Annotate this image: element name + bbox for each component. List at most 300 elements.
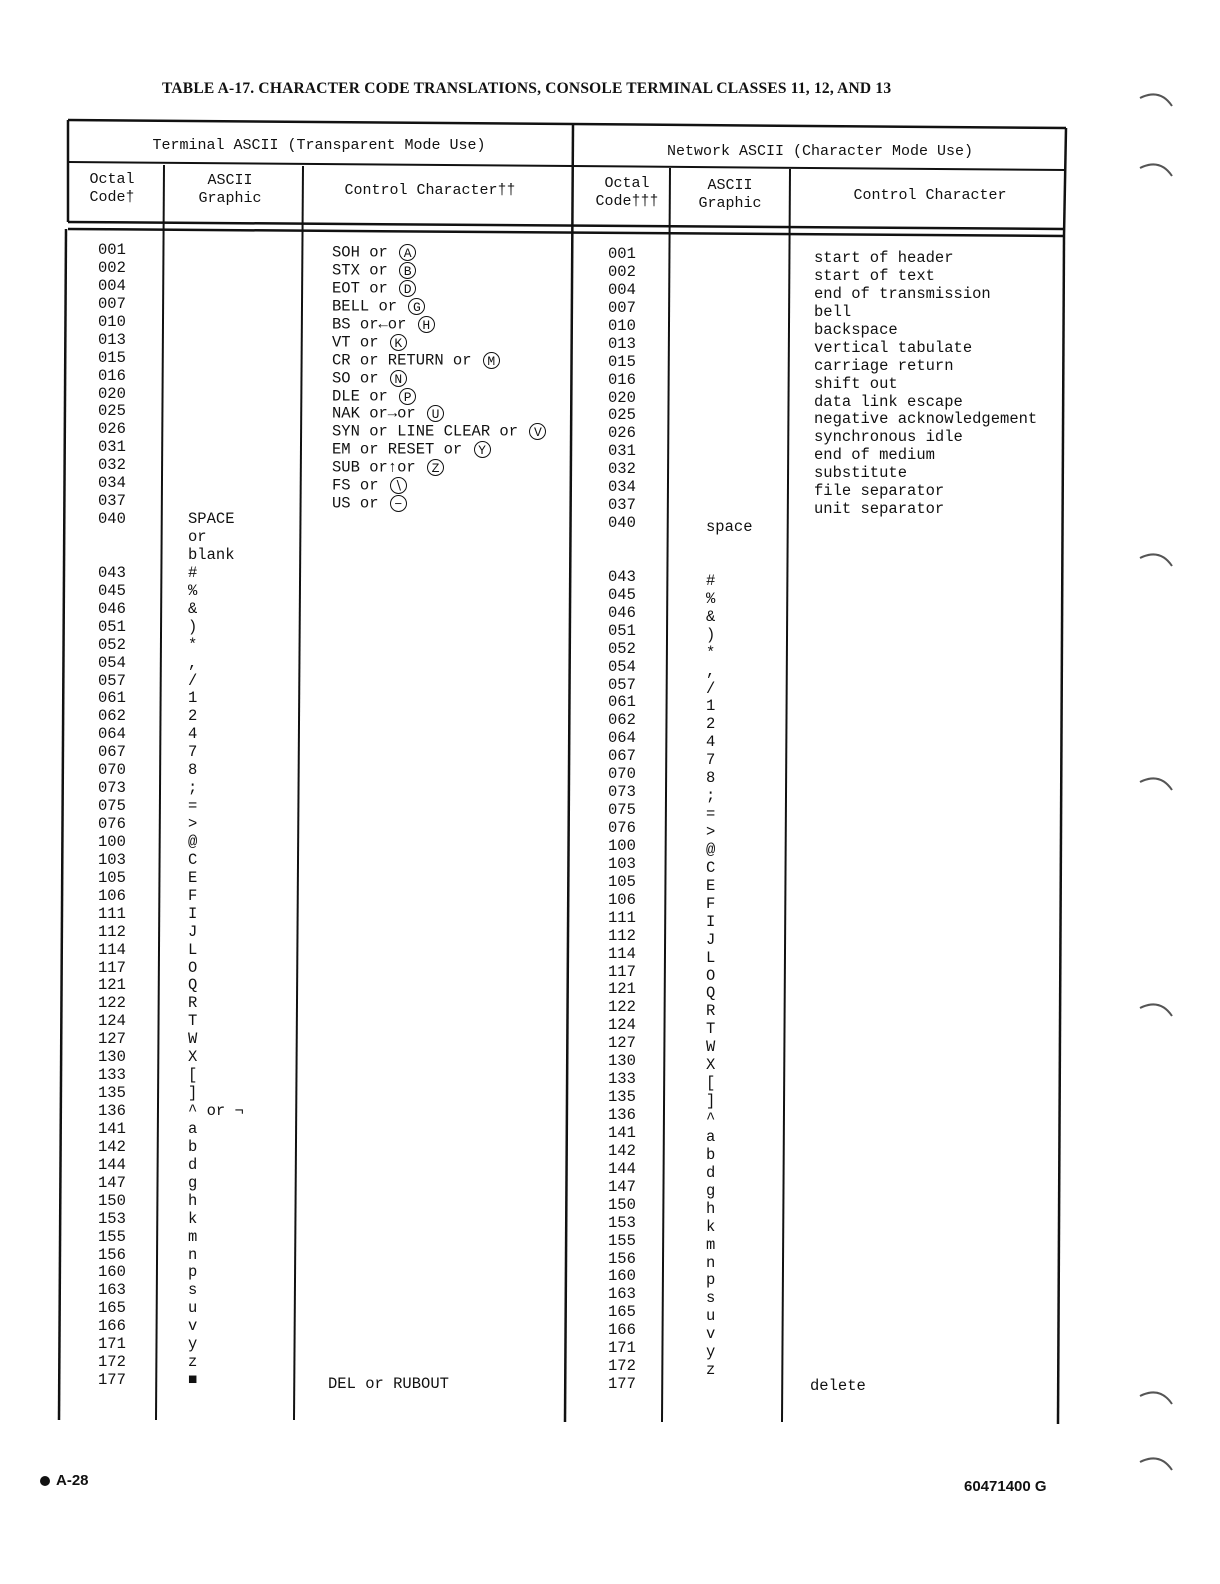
network-graphic-cell: Q	[706, 984, 716, 1003]
terminal-octal-cell: 054	[98, 653, 126, 672]
terminal-graphic-cell: T	[188, 1012, 198, 1031]
terminal-octal-cell: 106	[98, 886, 126, 905]
network-control-cell: unit separator	[814, 500, 945, 519]
network-graphic-cell	[706, 465, 753, 483]
network-octal-cell: 127	[608, 1034, 636, 1053]
terminal-octal-cell: 067	[98, 743, 126, 762]
terminal-octal-cell: 141	[98, 1119, 126, 1138]
circled-key-icon: M	[483, 352, 500, 369]
terminal-octal-cell: 155	[98, 1227, 126, 1246]
terminal-graphic-cell: b	[188, 1137, 198, 1156]
terminal-octal-cell: 142	[98, 1137, 126, 1156]
network-octal-cell	[608, 533, 636, 551]
terminal-control-cell: US or −	[332, 495, 546, 513]
terminal-octal-cell: 127	[98, 1030, 126, 1049]
terminal-graphic-cell: ^ or ¬	[188, 1102, 244, 1120]
circled-key-icon: K	[390, 334, 407, 351]
terminal-graphic-cell: d	[188, 1155, 198, 1174]
terminal-graphic-cell: I	[188, 904, 198, 923]
network-octal-cell: 025	[608, 406, 636, 425]
terminal-graphic-cell: u	[188, 1299, 198, 1318]
terminal-graphic-cell: R	[188, 994, 198, 1013]
network-graphic-cell: g	[706, 1181, 716, 1200]
terminal-octal-cell: 156	[98, 1245, 126, 1264]
network-octal-cell: 043	[608, 567, 636, 586]
terminal-graphic-cell: or	[188, 528, 207, 546]
terminal-octal-cell: 064	[98, 725, 126, 744]
terminal-octal-cell: 010	[98, 312, 126, 331]
network-graphic-cell: E	[706, 876, 716, 895]
network-octal-cell: 106	[608, 890, 636, 909]
terminal-octal-cell: 037	[98, 492, 126, 511]
binder-ring-icon	[1140, 1004, 1172, 1016]
network-octal-cell: 171	[608, 1339, 636, 1358]
network-octal-cell: 070	[608, 765, 636, 784]
network-graphic-cell: ,	[706, 661, 716, 680]
network-octal-cell: 117	[608, 962, 636, 981]
terminal-octal-cell: 002	[98, 258, 126, 277]
terminal-graphic-cell: E	[188, 868, 198, 887]
page-number: A-28	[40, 1472, 89, 1489]
network-graphic-cell	[706, 376, 753, 394]
network-octal-cell: 020	[608, 388, 636, 407]
terminal-octal-cell: 124	[98, 1012, 126, 1031]
network-octal-cell: 045	[608, 585, 636, 604]
terminal-octal-cell: 040	[98, 510, 126, 529]
terminal-graphic-cell: 1	[188, 689, 198, 708]
terminal-octal-cell: 004	[98, 276, 126, 295]
network-octal-cell: 004	[608, 280, 636, 299]
network-octal-cell: 002	[608, 262, 636, 281]
terminal-graphic-cell: z	[188, 1353, 198, 1372]
circled-key-icon: P	[399, 388, 416, 405]
terminal-graphic-cell: n	[188, 1245, 198, 1264]
terminal-graphic-cell: W	[188, 1030, 198, 1049]
network-octal-cell: 103	[608, 854, 636, 873]
terminal-octal-cell: 177	[98, 1371, 126, 1390]
network-octal-cell: 160	[608, 1267, 636, 1286]
network-octal-cell: 124	[608, 1016, 636, 1035]
network-octal-cell: 010	[608, 316, 636, 335]
terminal-control-cell: CR or RETURN or M	[332, 352, 546, 370]
terminal-graphic-cell: >	[188, 815, 198, 833]
terminal-graphic-cell	[188, 260, 244, 278]
terminal-control-cell: DLE or P	[332, 388, 546, 406]
terminal-graphic-header: ASCII Graphic	[198, 172, 262, 207]
network-control-cell: end of medium	[814, 446, 935, 465]
network-graphic-cell: n	[706, 1253, 716, 1272]
terminal-octal-cell: 001	[98, 241, 126, 259]
network-graphic-cell: R	[706, 1002, 716, 1021]
network-graphic-cell	[706, 250, 753, 268]
network-octal-cell: 075	[608, 801, 636, 820]
network-octal-cell: 013	[608, 334, 636, 353]
network-octal-cell: 061	[608, 693, 636, 712]
network-graphic-cell: L	[706, 948, 716, 967]
binder-ring-icon	[1140, 94, 1172, 106]
terminal-graphic-cell: g	[188, 1173, 198, 1192]
circled-key-icon: ∖	[390, 477, 407, 494]
circled-key-icon: V	[529, 423, 546, 440]
terminal-octal-cell: 025	[98, 402, 126, 421]
terminal-octal-cell: 153	[98, 1209, 126, 1228]
terminal-control-column	[332, 244, 546, 513]
network-graphic-cell	[706, 286, 753, 304]
network-graphic-cell: p	[706, 1271, 716, 1290]
network-control-column	[814, 250, 1037, 519]
terminal-octal-cell: 045	[98, 581, 126, 600]
terminal-graphic-cell	[188, 457, 244, 475]
terminal-octal-cell: 061	[98, 689, 126, 708]
network-graphic-cell: #	[706, 571, 716, 590]
terminal-octal-cell: 171	[98, 1335, 126, 1354]
terminal-graphic-cell	[188, 493, 244, 511]
network-graphic-cell: O	[706, 966, 716, 985]
network-control-cell: negative acknowledgement	[814, 410, 1038, 429]
terminal-graphic-cell: @	[188, 832, 198, 851]
terminal-control-cell: BS or←or H	[332, 316, 546, 334]
network-octal-cell: 122	[608, 998, 636, 1017]
network-octal-cell: 165	[608, 1303, 636, 1322]
network-octal-cell: 114	[608, 944, 636, 963]
network-octal-cell: 016	[608, 370, 636, 389]
terminal-graphic-cell: ]	[188, 1084, 198, 1103]
network-octal-cell: 144	[608, 1159, 636, 1178]
network-graphic-cell: ;	[706, 787, 716, 806]
network-octal-cell: 105	[608, 872, 636, 891]
terminal-graphic-cell: C	[188, 850, 198, 869]
terminal-graphic-cell: J	[188, 922, 198, 941]
terminal-graphic-cell: p	[188, 1263, 198, 1282]
terminal-control-header: Control Character††	[344, 182, 516, 199]
network-octal-cell: 040	[608, 514, 636, 533]
terminal-graphic-column	[188, 242, 244, 1390]
network-graphic-cell: 7	[706, 751, 716, 770]
network-graphic-cell	[706, 304, 753, 322]
terminal-graphic-cell: X	[188, 1048, 198, 1067]
network-graphic-cell: u	[706, 1307, 716, 1326]
terminal-octal-cell: 150	[98, 1191, 126, 1210]
network-graphic-cell: 4	[706, 733, 716, 752]
network-octal-cell: 046	[608, 603, 636, 622]
network-graphic-cell	[706, 483, 753, 501]
terminal-octal-cell: 073	[98, 779, 126, 798]
terminal-octal-cell: 051	[98, 617, 126, 636]
terminal-graphic-cell: [	[188, 1066, 198, 1085]
network-octal-cell	[608, 551, 636, 569]
network-graphic-cell: v	[706, 1325, 716, 1344]
terminal-octal-cell: 114	[98, 940, 126, 959]
network-graphic-cell: C	[706, 858, 716, 877]
terminal-octal-cell: 122	[98, 994, 126, 1013]
network-group-header: Network ASCII (Character Mode Use)	[666, 143, 974, 160]
network-graphic-cell	[706, 358, 753, 376]
terminal-graphic-cell: m	[188, 1227, 198, 1246]
terminal-group-header: Terminal ASCII (Transparent Mode Use)	[152, 137, 486, 154]
terminal-octal-cell: 105	[98, 868, 126, 887]
network-control-delete: delete	[810, 1377, 866, 1395]
network-octal-cell: 136	[608, 1106, 636, 1124]
binder-ring-icon	[1140, 164, 1172, 176]
binder-ring-icon	[1140, 778, 1172, 790]
terminal-octal-cell: 130	[98, 1048, 126, 1067]
terminal-octal-cell: 070	[98, 761, 126, 780]
network-octal-cell: 062	[608, 711, 636, 730]
network-octal-cell: 057	[608, 675, 636, 694]
table-title: TABLE A-17. CHARACTER CODE TRANSLATIONS, CONSOLE TERMINAL CLASSES 11, 12, AND 13	[162, 80, 892, 97]
terminal-graphic-cell	[188, 278, 244, 296]
binder-ring-icon	[1140, 1458, 1172, 1470]
terminal-control-cell: EOT or D	[332, 280, 546, 298]
terminal-graphic-cell	[188, 296, 244, 314]
circled-key-icon: Z	[427, 459, 444, 476]
network-control-cell: file separator	[814, 482, 945, 501]
bullet-icon	[40, 1476, 50, 1486]
network-graphic-cell: space	[706, 518, 753, 537]
circled-key-icon: B	[399, 262, 416, 279]
terminal-graphic-cell: #	[188, 563, 198, 582]
terminal-graphic-cell: *	[188, 635, 198, 654]
terminal-octal-cell: 052	[98, 635, 126, 654]
terminal-octal-cell: 100	[98, 832, 126, 851]
terminal-octal-cell: 075	[98, 797, 126, 816]
network-control-cell: shift out	[814, 374, 898, 393]
network-octal-cell: 007	[608, 298, 636, 317]
terminal-graphic-cell: y	[188, 1335, 198, 1354]
network-graphic-column	[706, 250, 753, 1398]
network-octal-header: Octal Code†††	[595, 175, 659, 210]
network-graphic-cell: [	[706, 1074, 716, 1093]
terminal-octal-cell: 121	[98, 976, 126, 995]
terminal-graphic-cell	[188, 314, 244, 332]
terminal-graphic-cell: )	[188, 617, 198, 636]
terminal-graphic-cell	[188, 242, 244, 260]
terminal-graphic-cell: O	[188, 958, 198, 977]
terminal-octal-cell: 015	[98, 348, 126, 367]
network-octal-cell: 073	[608, 783, 636, 802]
network-graphic-cell: @	[706, 840, 716, 859]
terminal-octal-cell: 043	[98, 563, 126, 582]
network-octal-cell: 135	[608, 1088, 636, 1107]
network-graphic-cell: m	[706, 1235, 716, 1254]
terminal-control-cell: SUB or↑or Z	[332, 459, 546, 477]
network-control-cell: vertical tabulate	[814, 338, 973, 357]
terminal-octal-cell: 020	[98, 384, 126, 403]
terminal-control-cell: VT or K	[332, 334, 546, 352]
network-graphic-cell	[706, 268, 753, 286]
network-graphic-cell	[706, 411, 753, 429]
network-octal-cell: 155	[608, 1231, 636, 1250]
terminal-graphic-cell	[188, 475, 244, 493]
terminal-octal-cell: 147	[98, 1173, 126, 1192]
circled-key-icon: D	[399, 280, 416, 297]
terminal-octal-header: Octal Code†	[89, 171, 135, 206]
document-number: 60471400 G	[964, 1478, 1047, 1495]
network-graphic-cell: W	[706, 1038, 716, 1057]
terminal-graphic-cell: 7	[188, 743, 198, 762]
circled-key-icon: U	[427, 405, 444, 422]
terminal-graphic-cell: L	[188, 940, 198, 959]
network-graphic-cell: )	[706, 625, 716, 644]
network-octal-cell: 100	[608, 836, 636, 855]
network-graphic-cell: X	[706, 1056, 716, 1075]
terminal-octal-cell: 112	[98, 922, 126, 941]
network-control-header: Control Character	[853, 187, 1007, 204]
terminal-octal-cell: 076	[98, 815, 126, 833]
circled-key-icon: A	[399, 244, 416, 261]
terminal-graphic-cell: 2	[188, 707, 198, 726]
terminal-graphic-cell: blank	[188, 545, 235, 564]
network-graphic-cell: T	[706, 1020, 716, 1039]
network-graphic-cell	[706, 340, 753, 358]
terminal-octal-cell: 144	[98, 1155, 126, 1174]
network-graphic-cell: F	[706, 894, 716, 913]
circled-key-icon: Y	[474, 441, 491, 458]
network-octal-cell: 031	[608, 442, 636, 461]
terminal-control-cell: EM or RESET or Y	[332, 441, 546, 459]
terminal-graphic-cell: ;	[188, 779, 198, 798]
terminal-control-cell: SOH or A	[332, 244, 546, 262]
network-octal-cell: 130	[608, 1052, 636, 1071]
terminal-octal-column	[98, 242, 126, 1390]
terminal-octal-cell: 103	[98, 850, 126, 869]
network-octal-cell: 054	[608, 657, 636, 676]
network-octal-cell: 026	[608, 424, 636, 443]
terminal-octal-cell: 166	[98, 1317, 126, 1336]
terminal-octal-cell	[98, 547, 126, 565]
network-graphic-cell: ^	[706, 1110, 716, 1128]
network-graphic-cell	[706, 537, 753, 555]
network-control-cell: carriage return	[814, 356, 954, 375]
network-graphic-header: ASCII Graphic	[698, 177, 762, 212]
terminal-graphic-cell: s	[188, 1281, 198, 1300]
network-graphic-cell: k	[706, 1217, 716, 1236]
network-graphic-cell: b	[706, 1145, 716, 1164]
network-control-cell: start of text	[814, 266, 935, 285]
terminal-control-cell: BELL or G	[332, 298, 546, 316]
terminal-octal-cell: 057	[98, 671, 126, 690]
network-graphic-cell	[706, 322, 753, 340]
terminal-graphic-cell	[188, 332, 244, 350]
network-octal-cell: 172	[608, 1357, 636, 1376]
network-graphic-cell: >	[706, 823, 716, 841]
terminal-octal-cell: 111	[98, 904, 126, 923]
network-graphic-cell	[706, 447, 753, 465]
network-octal-cell: 015	[608, 352, 636, 371]
network-octal-cell: 034	[608, 478, 636, 497]
terminal-graphic-cell: ■	[188, 1371, 198, 1390]
terminal-graphic-cell	[188, 386, 244, 404]
network-graphic-cell: *	[706, 643, 716, 662]
terminal-graphic-cell	[188, 368, 244, 386]
terminal-octal-cell: 165	[98, 1299, 126, 1318]
terminal-octal-cell: 032	[98, 456, 126, 475]
terminal-octal-cell: 007	[98, 294, 126, 313]
terminal-graphic-cell	[188, 350, 244, 368]
network-octal-cell: 064	[608, 729, 636, 748]
terminal-octal-cell: 160	[98, 1263, 126, 1282]
network-graphic-cell: a	[706, 1127, 716, 1146]
terminal-graphic-cell: ,	[188, 653, 198, 672]
network-octal-cell: 052	[608, 639, 636, 658]
terminal-octal-cell: 133	[98, 1066, 126, 1085]
network-control-cell: backspace	[814, 320, 898, 339]
network-graphic-cell: z	[706, 1361, 716, 1380]
terminal-control-cell: STX or B	[332, 262, 546, 280]
network-control-cell: bell	[814, 302, 852, 321]
circled-key-icon: H	[418, 316, 435, 333]
binder-ring-icon	[1140, 1392, 1172, 1404]
circled-key-icon: G	[408, 298, 425, 315]
terminal-graphic-cell: /	[188, 671, 198, 690]
terminal-graphic-cell	[188, 439, 244, 457]
network-graphic-cell: 1	[706, 697, 716, 716]
network-graphic-cell: 8	[706, 769, 716, 788]
terminal-octal-cell: 026	[98, 420, 126, 439]
terminal-octal-cell	[98, 529, 126, 547]
network-octal-cell: 067	[608, 747, 636, 766]
network-octal-cell: 076	[608, 819, 636, 837]
network-graphic-cell	[706, 555, 753, 573]
network-graphic-cell: y	[706, 1343, 716, 1362]
network-control-cell: synchronous idle	[814, 428, 963, 447]
terminal-control-cell: SO or N	[332, 370, 546, 388]
terminal-graphic-cell	[188, 421, 244, 439]
network-octal-cell: 156	[608, 1249, 636, 1268]
network-octal-cell: 111	[608, 908, 636, 927]
network-graphic-cell: %	[706, 589, 716, 608]
network-octal-cell: 141	[608, 1123, 636, 1142]
network-octal-cell: 142	[608, 1141, 636, 1160]
network-octal-cell: 153	[608, 1213, 636, 1232]
network-graphic-cell: &	[706, 607, 716, 626]
circled-key-icon: N	[390, 370, 407, 387]
network-octal-cell: 032	[608, 460, 636, 479]
terminal-graphic-cell: 4	[188, 725, 198, 744]
network-graphic-cell: =	[706, 805, 716, 824]
terminal-octal-cell: 062	[98, 707, 126, 726]
circled-key-icon: −	[390, 495, 407, 512]
terminal-graphic-cell: %	[188, 581, 198, 600]
network-octal-cell: 051	[608, 621, 636, 640]
terminal-graphic-cell: F	[188, 886, 198, 905]
network-octal-cell: 150	[608, 1195, 636, 1214]
network-graphic-cell	[706, 1380, 753, 1398]
network-octal-cell: 166	[608, 1321, 636, 1340]
terminal-graphic-cell: k	[188, 1209, 198, 1228]
network-octal-cell: 177	[608, 1375, 636, 1394]
terminal-octal-cell: 172	[98, 1353, 126, 1372]
network-octal-cell: 037	[608, 496, 636, 515]
terminal-octal-cell: 016	[98, 366, 126, 385]
network-octal-column	[608, 246, 636, 1394]
network-control-cell: data link escape	[814, 392, 963, 411]
terminal-graphic-cell: &	[188, 599, 198, 618]
terminal-control-cell: NAK or→or U	[332, 405, 546, 423]
terminal-graphic-cell: SPACE	[188, 510, 235, 529]
terminal-control-cell: SYN or LINE CLEAR or V	[332, 423, 546, 441]
network-graphic-cell	[706, 501, 753, 519]
network-octal-cell: 121	[608, 980, 636, 999]
terminal-octal-cell: 163	[98, 1281, 126, 1300]
network-octal-cell: 112	[608, 926, 636, 945]
network-control-cell: start of header	[814, 249, 954, 267]
network-graphic-cell: s	[706, 1289, 716, 1308]
network-control-cell: substitute	[814, 464, 908, 483]
network-graphic-cell: J	[706, 930, 716, 949]
network-octal-cell: 001	[608, 245, 636, 263]
network-octal-cell: 133	[608, 1070, 636, 1089]
